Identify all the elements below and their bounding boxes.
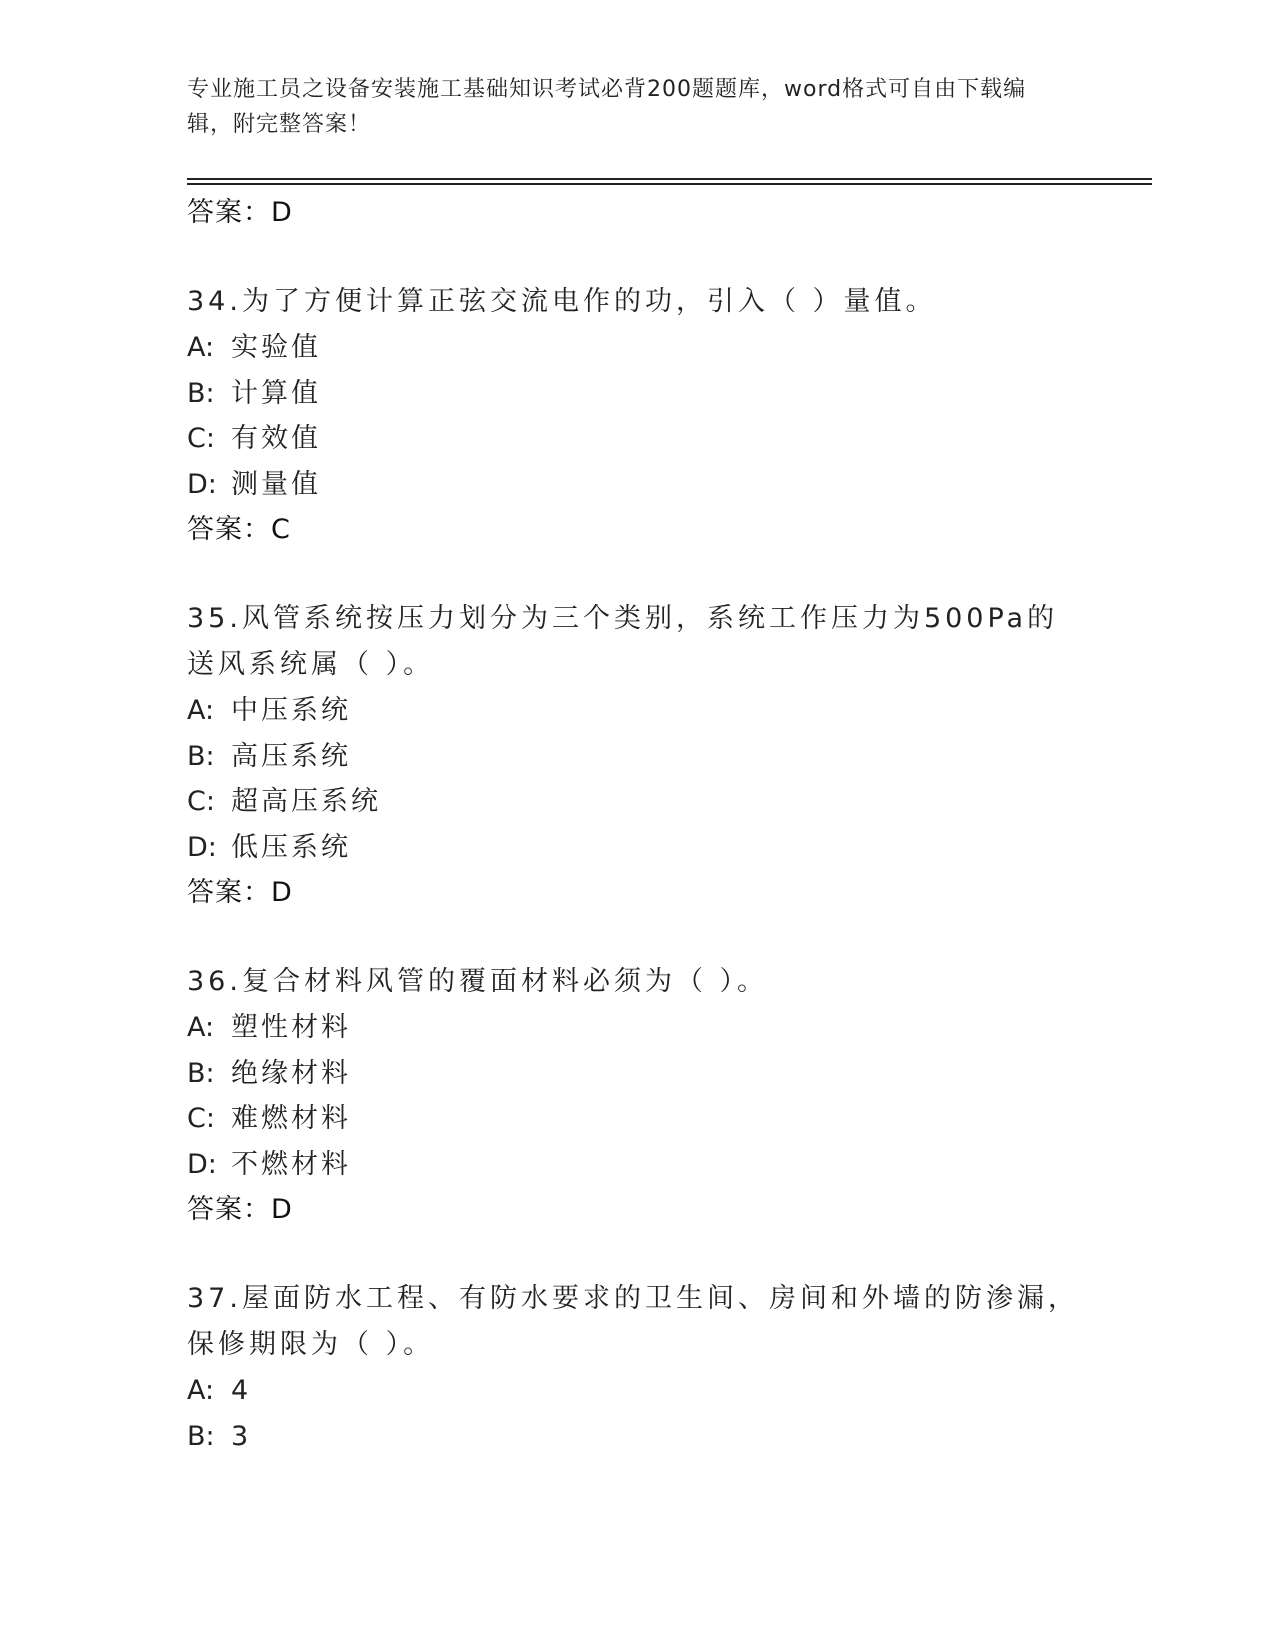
option-d: [187, 1142, 1087, 1188]
option-key: B:: [187, 1420, 215, 1452]
question-stem: 36.复合材料风管的覆面材料必须为（ ）。: [187, 966, 769, 997]
option-a: [187, 688, 1087, 734]
question-36: [187, 959, 1087, 1233]
answer-line: 答案：D: [187, 877, 293, 908]
option-c: [187, 779, 1087, 825]
option-key: B:: [187, 1057, 215, 1089]
option-b: [187, 371, 1087, 417]
option-key: A:: [187, 332, 215, 363]
header-rule-top: [187, 178, 1152, 180]
option-text: 4: [231, 1375, 252, 1406]
option-text: 有效值: [231, 423, 321, 454]
option-d: [187, 462, 1087, 508]
option-key: A:: [187, 1012, 215, 1043]
option-b: [187, 734, 1087, 780]
document-body: [187, 190, 1087, 1459]
option-a: [187, 1005, 1087, 1051]
option-d: [187, 825, 1087, 871]
option-text: 计算值: [231, 377, 321, 409]
question-35: [187, 596, 1087, 916]
option-a: [187, 325, 1087, 371]
option-text: 难燃材料: [231, 1103, 351, 1134]
option-key: C:: [187, 1103, 215, 1134]
option-key: B:: [187, 377, 215, 409]
question-stem: 35.风管系统按压力划分为三个类别，系统工作压力为500Pa的送风系统属（ ）。: [187, 603, 1059, 680]
option-a: [187, 1368, 1087, 1414]
header-rule-bottom: [187, 183, 1152, 185]
option-key: D:: [187, 1148, 217, 1180]
option-key: C:: [187, 786, 215, 817]
option-key: A:: [187, 695, 215, 726]
option-text: 中压系统: [231, 695, 351, 726]
answer-line: 答案：D: [187, 1194, 293, 1225]
option-text: 高压系统: [231, 740, 351, 772]
option-text: 塑性材料: [231, 1012, 351, 1043]
option-key: C:: [187, 423, 215, 454]
option-key: D:: [187, 468, 217, 500]
option-text: 实验值: [231, 332, 321, 363]
option-text: 3: [231, 1420, 252, 1452]
option-text: 绝缘材料: [231, 1057, 351, 1089]
option-c: [187, 416, 1087, 462]
answer-line: 答案：D: [187, 197, 293, 228]
question-stem: 37.屋面防水工程、有防水要求的卫生间、房间和外墙的防渗漏，保修期限为（ ）。: [187, 1283, 1079, 1360]
option-c: [187, 1096, 1087, 1142]
answer-line: 答案：C: [187, 514, 291, 545]
question-34: [187, 279, 1087, 553]
option-text: 测量值: [231, 468, 321, 500]
question-37: [187, 1276, 1087, 1459]
question-stem: 34.为了方便计算正弦交流电作的功，引入（ ）量值。: [187, 286, 937, 317]
option-key: D:: [187, 831, 217, 863]
option-b: [187, 1051, 1087, 1097]
option-key: A:: [187, 1375, 215, 1406]
option-text: 不燃材料: [231, 1148, 351, 1180]
option-b: [187, 1414, 1087, 1460]
document-header: 专业施工员之设备安装施工基础知识考试必背200题题库，word格式可自由下载编辑，附完整答案！: [187, 77, 1027, 137]
option-text: 超高压系统: [231, 786, 381, 817]
option-key: B:: [187, 740, 215, 772]
option-text: 低压系统: [231, 831, 351, 863]
